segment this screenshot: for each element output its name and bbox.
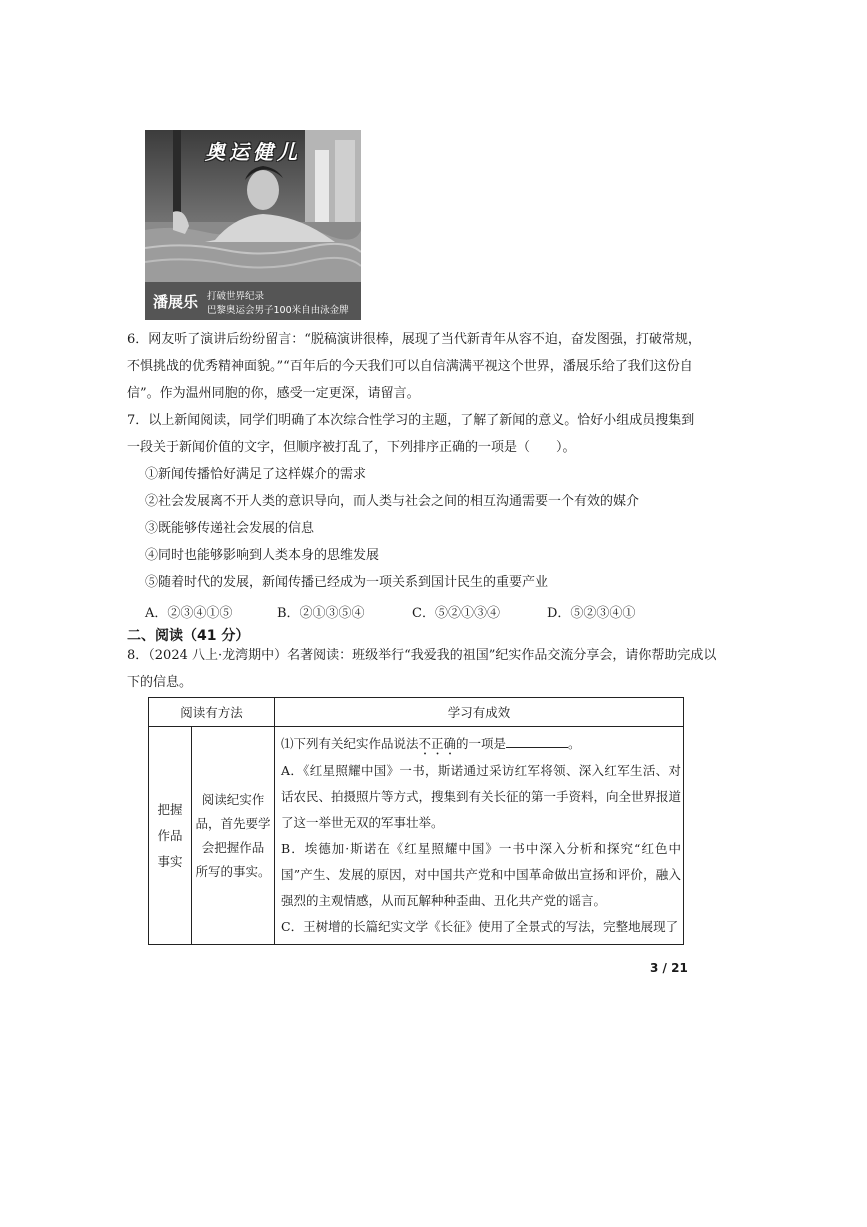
header-results: 学习有成效 [275, 698, 684, 727]
choice-d[interactable]: D．⑤②③④① [547, 606, 636, 621]
choice-a[interactable]: A．②③④①⑤ [145, 606, 233, 621]
emphasis-not-correct: 不正确 [418, 736, 457, 751]
choice-c[interactable]: C．⑤②①③④ [412, 606, 500, 621]
photo-title: 奥运健儿 [205, 140, 301, 164]
q7-line-2: 一段关于新闻价值的文字，但顺序被打乱了，下列排序正确的一项是（ ）。 [127, 440, 576, 455]
results-cell [275, 727, 684, 945]
answer-blank[interactable] [506, 735, 568, 748]
q8-line-1: 8．（2024 八上·龙湾期中）名著阅读：班级举行“我爱我的祖国”纪实作品交流分享会，请你帮助完成以 [127, 648, 717, 663]
section-heading: 二、阅读（41 分） [127, 628, 250, 644]
page-number: 3 / 21 [650, 961, 688, 975]
choice-b[interactable]: B．②①③⑤④ [277, 606, 365, 621]
q7-line-1: 7．以上新闻阅读，同学们明确了本次综合性学习的主题，了解了新闻的意义。恰好小组成员搜集到 [127, 413, 695, 428]
option-b: B．埃德加·斯诺在《红星照耀中国》一书中深入分析和探究“红色中国”产生、发展的原因，对中国共产党和中国革命做出宣扬和评价，融入强烈的主观情感，从而瓦解种种歪曲、丑化共产党的谣言。 [281, 841, 681, 908]
q8-line-2: 下的信息。 [127, 675, 193, 690]
q7-item: ①新闻传播恰好满足了这样媒介的需求 [145, 467, 367, 482]
row-label: 把握 作品 事实 [149, 727, 192, 945]
q7-item: ④同时也能够影响到人类本身的思维发展 [145, 548, 380, 563]
method-cell: 阅读纪实作 品，首先要学 会把握作品 所写的事实。 [192, 727, 275, 945]
option-c: C．王树增的长篇纪实文学《长征》使用了全景式的写法，完整地展现了 [281, 919, 679, 934]
q7-item: ③既能够传递社会发展的信息 [145, 521, 315, 536]
photo-caption [145, 282, 361, 320]
reading-table [148, 697, 684, 945]
athlete-name: 潘展乐 [153, 293, 199, 311]
caption-line-2: 巴黎奥运会男子100米自由泳金牌 [207, 305, 349, 316]
table-header-row [149, 698, 684, 727]
q6-line-2: 不惧挑战的优秀精神面貌。”“百年后的今天我们可以自信满满平视这个世界，潘展乐给了我们这份自 [127, 359, 693, 374]
sub-question: ⑴下列有关纪实作品说法不正确的一项是 。 [281, 736, 581, 751]
athlete-photo [145, 130, 361, 320]
q7-item: ②社会发展离不开人类的意识导向，而人类与社会之间的相互沟通需要一个有效的媒介 [145, 494, 640, 509]
q6-line-3: 信”。作为温州同胞的你，感受一定更深，请留言。 [127, 386, 420, 401]
caption-line-1: 打破世界纪录 [207, 291, 265, 302]
table-row [149, 727, 684, 945]
option-a: A．《红星照耀中国》一书，斯诺通过采访红军将领、深入红军生活、对话农民、拍摄照片等方式，搜集到有关长征的第一手资料，向全世界报道了这一举世无双的军事壮举。 [281, 763, 682, 830]
q7-item: ⑤随着时代的发展，新闻传播已经成为一项关系到国计民生的重要产业 [145, 575, 549, 590]
header-method: 阅读有方法 [149, 698, 275, 727]
q7-choices [145, 602, 685, 621]
q6-line-1: 6．网友听了演讲后纷纷留言：“脱稿演讲很棒，展现了当代新青年从容不迫，奋发图强，打破常规， [127, 332, 701, 347]
